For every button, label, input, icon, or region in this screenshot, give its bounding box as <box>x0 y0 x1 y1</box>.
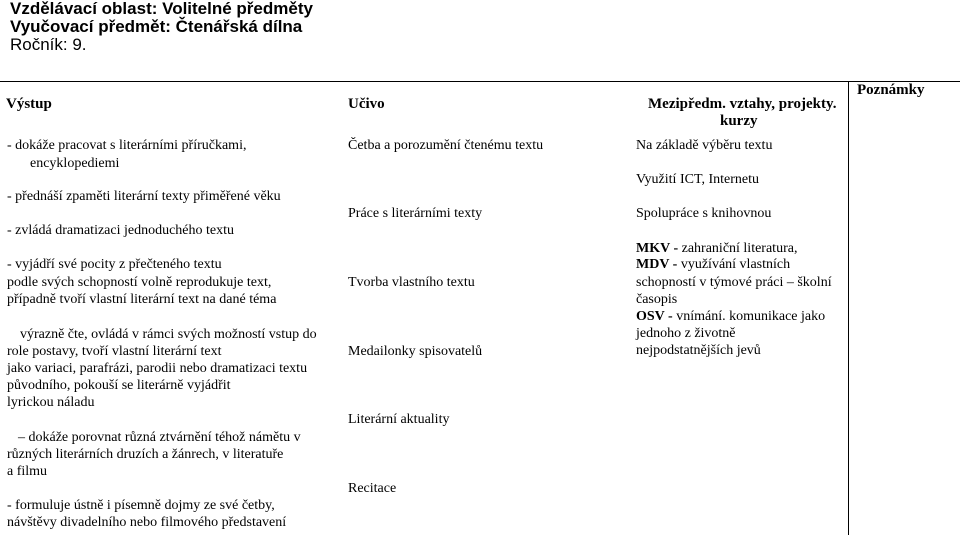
output-line: výrazně čte, ovládá v rámci svých možností vstup do <box>20 327 317 342</box>
topic-item: Recitace <box>348 481 397 496</box>
crosscurricular-line: schopností v týmové práci – školní <box>636 275 832 290</box>
output-line: - formuluje ústně i písemně dojmy ze své četby, <box>7 498 275 513</box>
output-line: podle svých schopností volně reprodukuje text, <box>7 275 272 290</box>
osv-text: vnímání. komunikace jako <box>676 309 826 324</box>
mdv-tag: MDV - <box>636 257 678 272</box>
output-line: a filmu <box>7 464 48 479</box>
column-header-mezipredm-line2: kurzy <box>720 113 758 129</box>
output-line: návštěvy divadelního nebo filmového představení <box>7 515 287 530</box>
crosscurricular-line: jednoho z životně <box>636 326 736 341</box>
output-line: lyrickou náladu <box>7 395 95 410</box>
output-line: jako variaci, parafrázi, parodii nebo dramatizaci textu <box>7 361 308 376</box>
grade-title: Ročník: 9. <box>10 35 87 54</box>
column-header-poznamky: Poznámky <box>857 82 925 98</box>
column-header-vystup: Výstup <box>6 96 52 112</box>
crosscurricular-line: Spolupráce s knihovnou <box>636 206 772 221</box>
subject-title: Vyučovací předmět: Čtenářská dílna <box>10 17 303 36</box>
output-line: - zvládá dramatizaci jednoduchého textu <box>7 223 235 238</box>
column-divider <box>848 81 849 535</box>
output-line: původního, pokouší se literárně vyjádřit <box>7 378 231 393</box>
column-header-mezipredm: Mezipředm. vztahy, projekty. <box>648 96 837 112</box>
mkv-text: zahraniční literatura, <box>681 241 798 256</box>
output-line: role postavy, tvoří vlastní literární text <box>7 344 222 359</box>
document-header <box>10 0 313 54</box>
output-line: - vyjádří své pocity z přečteného textu <box>7 257 222 272</box>
mkv-tag: MKV - <box>636 241 679 256</box>
topic-item: Literární aktuality <box>348 412 450 427</box>
crosscurricular-line <box>636 308 825 326</box>
osv-tag: OSV - <box>636 309 673 324</box>
crosscurricular-line <box>636 256 790 274</box>
crosscurricular-line: nejpodstatnějších jevů <box>636 343 761 358</box>
output-line: encyklopediemi <box>30 156 120 171</box>
topic-item: Četba a porozumění čtenému textu <box>348 138 544 153</box>
topic-item: Medailonky spisovatelů <box>348 344 483 359</box>
mdv-text: využívání vlastních <box>680 257 791 272</box>
topic-item: Tvorba vlastního textu <box>348 275 475 290</box>
area-title: Vzdělávací oblast: Volitelné předměty <box>10 0 313 18</box>
topic-item: Práce s literárními texty <box>348 206 483 221</box>
crosscurricular-line: časopis <box>636 292 678 307</box>
output-line: případně tvoří vlastní literární text na dané téma <box>7 292 277 307</box>
output-line: – dokáže porovnat různá ztvárnění téhož námětu v <box>18 430 301 445</box>
output-line: - přednáší zpaměti literární texty přiměřené věku <box>7 189 281 204</box>
output-line: - dokáže pracovat s literárními příručkami, <box>7 138 247 153</box>
crosscurricular-line: Na základě výběru textu <box>636 138 773 153</box>
output-line: různých literárních druzích a žánrech, v literatuře <box>7 447 284 462</box>
crosscurricular-line: Využití ICT, Internetu <box>636 172 759 187</box>
column-header-ucivo: Učivo <box>348 96 385 112</box>
